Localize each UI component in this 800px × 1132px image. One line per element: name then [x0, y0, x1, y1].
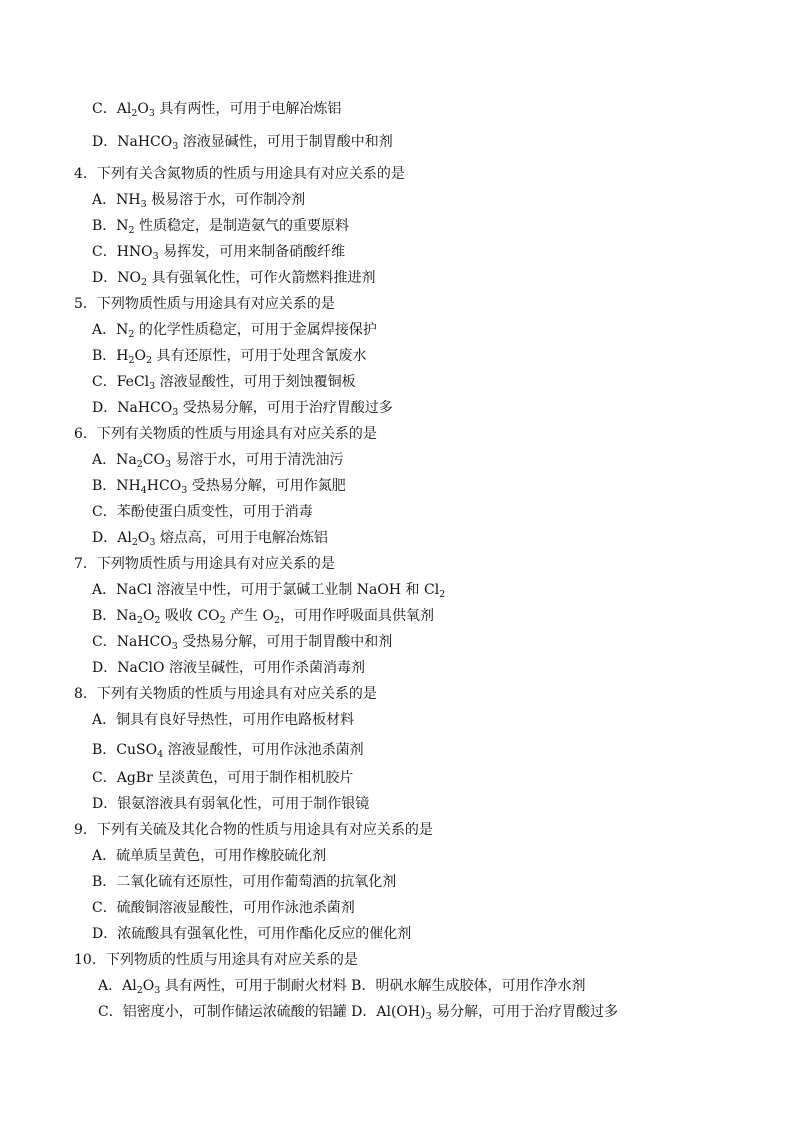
answer-option: A．$N_2$ 的化学性质稳定，可用于金属焊接保护 — [92, 322, 377, 340]
answer-option: A．$Al_2O_3$ 具有两性，可用于制耐火材料 B．明矾水解生成胶体，可用作净水剂 — [98, 978, 586, 996]
answer-option: C．NaHCO$_3$ 受热易分解，可用于制胃酸中和剂 — [92, 634, 393, 652]
question-stem: 10．下列物质的性质与用途具有对应关系的是 — [74, 952, 358, 968]
answer-option: B．CuSO$_4$ 溶液显酸性，可用作泳池杀菌剂 — [92, 742, 364, 760]
answer-option: D．NaHCO$_3$ 受热易分解，可用于治疗胃酸过多 — [92, 400, 393, 418]
answer-option: C．铝密度小，可制作储运浓硫酸的铝罐 D．$Al(OH)_3$ 易分解，可用于治疗胃酸过多 — [98, 1004, 619, 1022]
answer-option: C．FeCl$_3$ 溶液显酸性，可用于刻蚀覆铜板 — [92, 374, 356, 392]
answer-option: B．$Na_2O_2$ 吸收 $CO_2$ 产生 $O_2$，可用作呼吸面具供氧剂 — [92, 608, 435, 626]
answer-option: B．$H_2O_2$ 具有还原性，可用于处理含氰废水 — [92, 348, 367, 366]
answer-option: C．AgBr 呈淡黄色，可用于制作相机胶片 — [92, 770, 354, 786]
question-stem: 4．下列有关含氮物质的性质与用途具有对应关系的是 — [74, 166, 405, 182]
answer-option: C．$Al_2O_3$ 具有两性，可用于电解冶炼铝 — [92, 101, 342, 119]
answer-option: D．NaHCO$_3$ 溶液显碱性，可用于制胃酸中和剂 — [92, 134, 393, 152]
question-stem: 9．下列有关硫及其化合物的性质与用途具有对应关系的是 — [74, 822, 433, 838]
answer-option: D．浓硫酸具有强氧化性，可用作酯化反应的催化剂 — [92, 926, 412, 942]
answer-option: A．硫单质呈黄色，可用作橡胶硫化剂 — [92, 848, 327, 864]
answer-option: D．银氨溶液具有弱氧化性，可用于制作银镜 — [92, 796, 370, 812]
question-stem: 5．下列物质性质与用途具有对应关系的是 — [74, 296, 335, 312]
answer-option: A．NaCl 溶液呈中性，可用于氯碱工业制 NaOH 和 $Cl_2$ — [92, 582, 446, 600]
answer-option: D．$Al_2O_3$ 熔点高，可用于电解冶炼铝 — [92, 530, 328, 548]
answer-option: B．$NH_4HCO_3$ 受热易分解，可用作氮肥 — [92, 478, 346, 496]
answer-option: C．苯酚使蛋白质变性，可用于消毒 — [92, 504, 313, 520]
answer-option: C．硫酸铜溶液显酸性，可用作泳池杀菌剂 — [92, 900, 355, 916]
question-stem: 7．下列物质性质与用途具有对应关系的是 — [74, 556, 335, 572]
answer-option: D．$NO_2$ 具有强氧化性，可作火箭燃料推进剂 — [92, 270, 376, 288]
answer-option: D．NaClO 溶液呈碱性，可用作杀菌消毒剂 — [92, 660, 365, 676]
answer-option: A．$Na_2CO_3$ 易溶于水，可用于清洗油污 — [92, 452, 344, 470]
question-stem: 6．下列有关物质的性质与用途具有对应关系的是 — [74, 426, 377, 442]
answer-option: B．$N_2$ 性质稳定，是制造氨气的重要原料 — [92, 218, 350, 236]
answer-option: A．铜具有良好导热性，可用作电路板材料 — [92, 712, 355, 728]
answer-option: A．$NH_3$ 极易溶于水，可作制冷剂 — [92, 192, 306, 210]
question-stem: 8．下列有关物质的性质与用途具有对应关系的是 — [74, 686, 377, 702]
answer-option: B．二氧化硫有还原性，可用作葡萄酒的抗氧化剂 — [92, 874, 397, 890]
answer-option: C．$HNO_3$ 易挥发，可用来制备硝酸纤维 — [92, 244, 346, 262]
